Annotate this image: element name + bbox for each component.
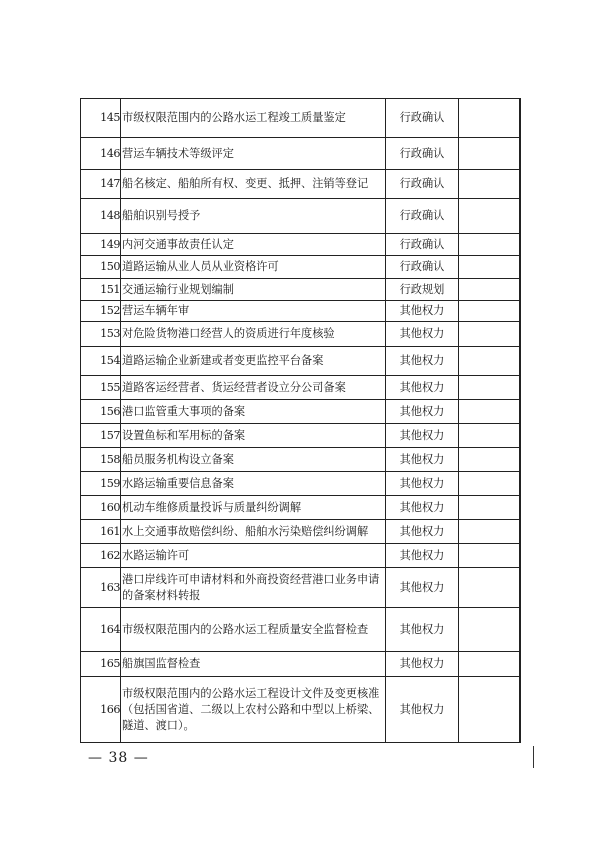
empty-cell xyxy=(520,424,521,448)
margin-mark xyxy=(533,746,534,768)
item-name: 港口监管重大事项的备案 xyxy=(121,400,386,424)
table-row xyxy=(81,347,521,376)
empty-cell xyxy=(459,424,520,448)
item-name: 对危险货物港口经营人的资质进行年度核验 xyxy=(121,322,386,347)
item-name: 船旗国监督检查 xyxy=(121,652,386,677)
empty-cell xyxy=(520,322,521,347)
row-number: 160 xyxy=(81,496,121,520)
item-name: 港口岸线许可申请材料和外商投资经营港口业务申请的备案材料转报 xyxy=(121,568,386,608)
empty-cell xyxy=(520,99,521,138)
row-number: 156 xyxy=(81,400,121,424)
empty-cell xyxy=(520,520,521,544)
table-row xyxy=(81,448,521,472)
power-type: 行政确认 xyxy=(386,138,459,170)
empty-cell xyxy=(520,199,521,234)
power-type: 行政确认 xyxy=(386,256,459,279)
row-number: 148 xyxy=(81,199,121,234)
empty-cell xyxy=(459,677,520,743)
power-type: 其他权力 xyxy=(386,520,459,544)
row-number: 159 xyxy=(81,472,121,496)
empty-cell xyxy=(520,544,521,568)
table-row xyxy=(81,256,521,279)
item-name: 市级权限范围内的公路水运工程质量安全监督检查 xyxy=(121,608,386,652)
empty-cell xyxy=(459,322,520,347)
row-number: 149 xyxy=(81,234,121,256)
item-name: 船舶识别号授予 xyxy=(121,199,386,234)
row-number: 153 xyxy=(81,322,121,347)
item-name: 水路运输许可 xyxy=(121,544,386,568)
power-type: 其他权力 xyxy=(386,301,459,322)
power-type: 其他权力 xyxy=(386,472,459,496)
power-type: 其他权力 xyxy=(386,652,459,677)
power-type: 其他权力 xyxy=(386,608,459,652)
table-row xyxy=(81,376,521,400)
empty-cell xyxy=(520,400,521,424)
item-name: 市级权限范围内的公路水运工程竣工质量鉴定 xyxy=(121,99,386,138)
empty-cell xyxy=(459,472,520,496)
table-row xyxy=(81,279,521,301)
row-number: 151 xyxy=(81,279,121,301)
power-type: 行政确认 xyxy=(386,234,459,256)
empty-cell xyxy=(459,99,520,138)
empty-cell xyxy=(459,496,520,520)
power-type: 行政确认 xyxy=(386,99,459,138)
row-number: 145 xyxy=(81,99,121,138)
item-name: 设置鱼标和军用标的备案 xyxy=(121,424,386,448)
table-row xyxy=(81,544,521,568)
page-number: — 38 — xyxy=(88,750,149,766)
table-row xyxy=(81,400,521,424)
empty-cell xyxy=(520,496,521,520)
row-number: 147 xyxy=(81,170,121,199)
power-type: 其他权力 xyxy=(386,424,459,448)
table-row xyxy=(81,652,521,677)
row-number: 157 xyxy=(81,424,121,448)
row-number: 166 xyxy=(81,677,121,743)
row-number: 150 xyxy=(81,256,121,279)
empty-cell xyxy=(520,279,521,301)
power-type: 其他权力 xyxy=(386,448,459,472)
power-type: 其他权力 xyxy=(386,400,459,424)
item-name: 营运车辆技术等级评定 xyxy=(121,138,386,170)
empty-cell xyxy=(459,376,520,400)
power-type: 行政确认 xyxy=(386,170,459,199)
item-name: 水路运输重要信息备案 xyxy=(121,472,386,496)
item-name: 机动车维修质量投诉与质量纠纷调解 xyxy=(121,496,386,520)
table-row xyxy=(81,138,521,170)
empty-cell xyxy=(459,400,520,424)
empty-cell xyxy=(520,347,521,376)
empty-cell xyxy=(459,347,520,376)
empty-cell xyxy=(459,138,520,170)
empty-cell xyxy=(520,448,521,472)
empty-cell xyxy=(459,199,520,234)
empty-cell xyxy=(459,301,520,322)
empty-cell xyxy=(459,652,520,677)
item-name: 水上交通事故赔偿纠纷、船舶水污染赔偿纠纷调解 xyxy=(121,520,386,544)
row-number: 161 xyxy=(81,520,121,544)
power-type: 行政确认 xyxy=(386,199,459,234)
table-row xyxy=(81,472,521,496)
empty-cell xyxy=(520,608,521,652)
table-row xyxy=(81,170,521,199)
item-name: 市级权限范围内的公路水运工程设计文件及变更核准（包括国省道、二级以上农村公路和中型以上桥梁、隧道、渡口）。 xyxy=(121,677,386,743)
row-number: 164 xyxy=(81,608,121,652)
row-number: 162 xyxy=(81,544,121,568)
table-row xyxy=(81,608,521,652)
row-number: 154 xyxy=(81,347,121,376)
item-name: 道路运输企业新建或者变更监控平台备案 xyxy=(121,347,386,376)
row-number: 155 xyxy=(81,376,121,400)
power-type: 其他权力 xyxy=(386,544,459,568)
empty-cell xyxy=(459,234,520,256)
item-name: 道路客运经营者、货运经营者设立分公司备案 xyxy=(121,376,386,400)
item-name: 交通运输行业规划编制 xyxy=(121,279,386,301)
empty-cell xyxy=(459,448,520,472)
empty-cell xyxy=(459,544,520,568)
empty-cell xyxy=(520,234,521,256)
table-row xyxy=(81,496,521,520)
item-name: 道路运输从业人员从业资格许可 xyxy=(121,256,386,279)
empty-cell xyxy=(520,472,521,496)
table-row xyxy=(81,99,521,138)
empty-cell xyxy=(459,256,520,279)
empty-cell xyxy=(459,170,520,199)
empty-cell xyxy=(520,677,521,743)
empty-cell xyxy=(520,138,521,170)
power-type: 其他权力 xyxy=(386,568,459,608)
empty-cell xyxy=(520,568,521,608)
power-type: 其他权力 xyxy=(386,677,459,743)
table-row xyxy=(81,568,521,608)
table-row xyxy=(81,199,521,234)
table-row xyxy=(81,677,521,743)
row-number: 165 xyxy=(81,652,121,677)
empty-cell xyxy=(459,568,520,608)
item-name: 内河交通事故责任认定 xyxy=(121,234,386,256)
empty-cell xyxy=(459,279,520,301)
empty-cell xyxy=(520,256,521,279)
item-name: 营运车辆年审 xyxy=(121,301,386,322)
table-row xyxy=(81,322,521,347)
power-type: 行政规划 xyxy=(386,279,459,301)
power-type: 其他权力 xyxy=(386,347,459,376)
empty-cell xyxy=(520,652,521,677)
row-number: 152 xyxy=(81,301,121,322)
row-number: 158 xyxy=(81,448,121,472)
empty-cell xyxy=(459,608,520,652)
item-name: 船员服务机构设立备案 xyxy=(121,448,386,472)
empty-cell xyxy=(520,170,521,199)
empty-cell xyxy=(459,520,520,544)
item-name: 船名核定、船舶所有权、变更、抵押、注销等登记 xyxy=(121,170,386,199)
empty-cell xyxy=(520,301,521,322)
empty-cell xyxy=(520,376,521,400)
row-number: 146 xyxy=(81,138,121,170)
table-row xyxy=(81,301,521,322)
table-row xyxy=(81,424,521,448)
table-row xyxy=(81,234,521,256)
table-row xyxy=(81,520,521,544)
row-number: 163 xyxy=(81,568,121,608)
power-type: 其他权力 xyxy=(386,376,459,400)
power-type: 其他权力 xyxy=(386,496,459,520)
power-type: 其他权力 xyxy=(386,322,459,347)
power-list-table xyxy=(80,98,521,743)
